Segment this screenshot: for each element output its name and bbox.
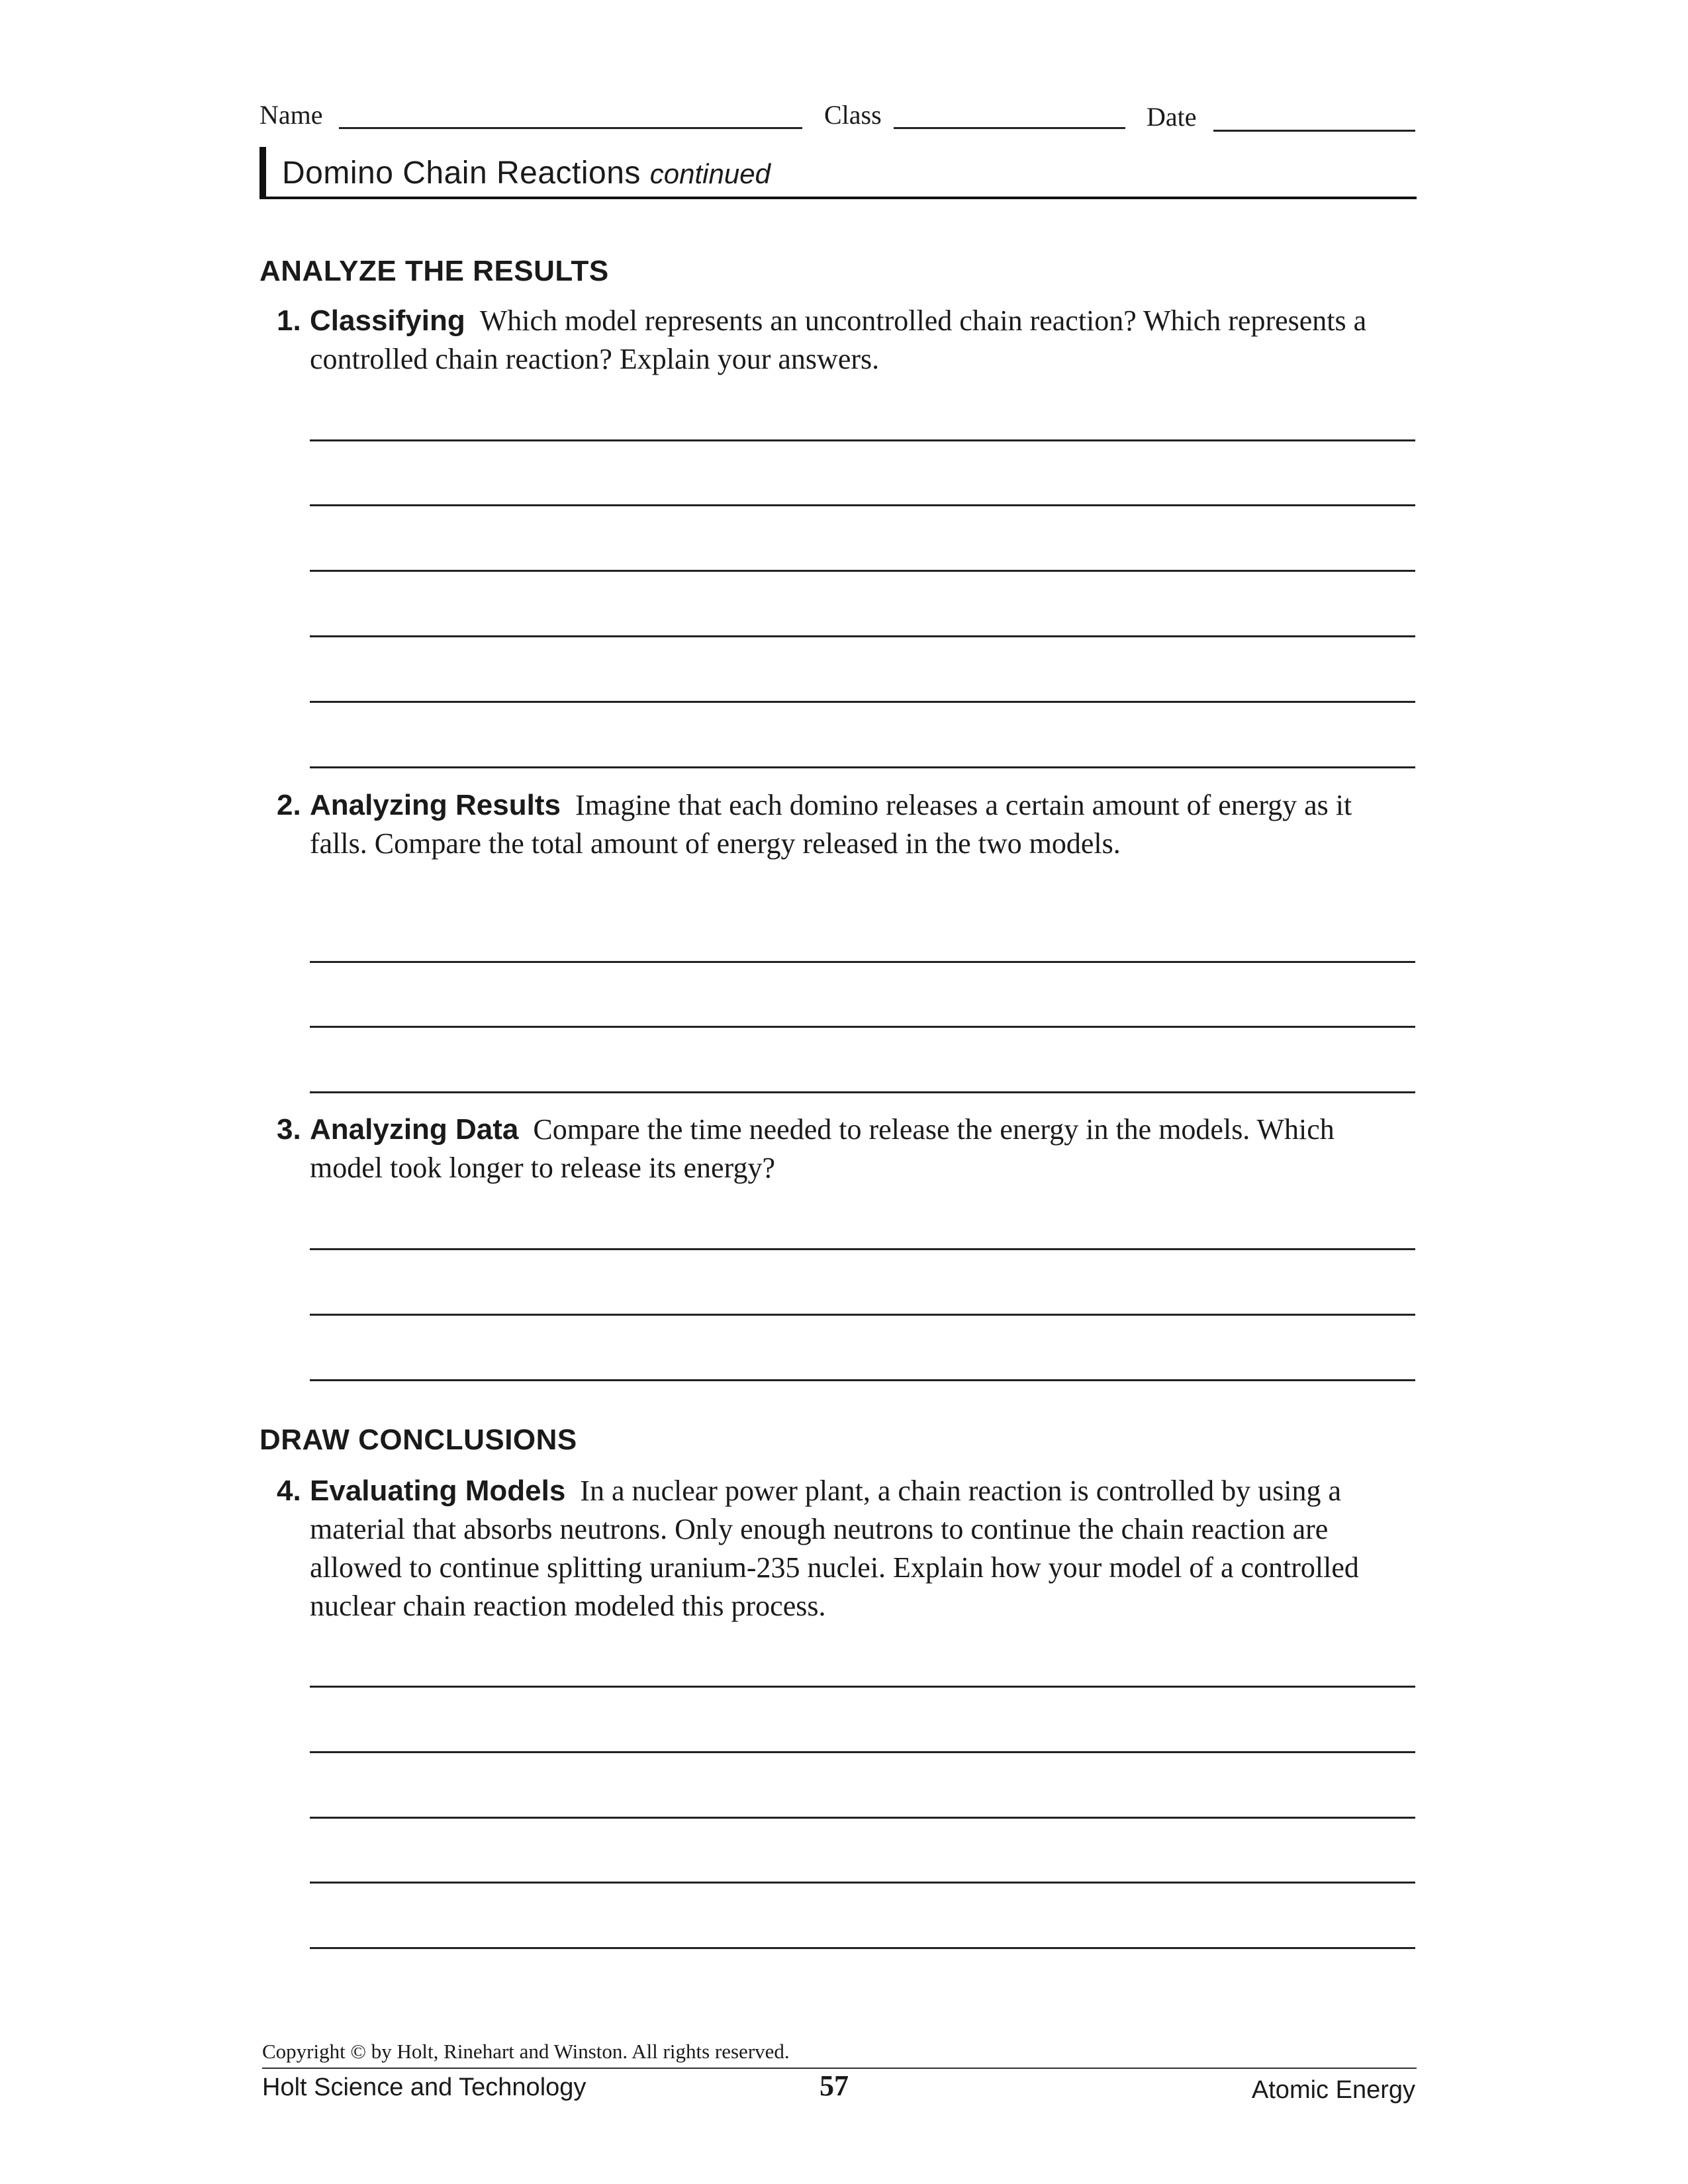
- question-3: [310, 1111, 1395, 1187]
- question-4: [310, 1472, 1409, 1625]
- answer-line[interactable]: [310, 1882, 1415, 1884]
- answer-line[interactable]: [310, 1091, 1415, 1093]
- question-text: In a nuclear power plant, a chain reaction is controlled by using a material that absorbs neutrons. Only enough neutrons to continue the chain reaction are allowed to continue splitting uranium-235 nuclei. Explain how your model of a controlled nuclear chain reaction modeled this process.: [310, 1475, 1359, 1622]
- question-text: Imagine that each domino releases a certain amount of energy as it falls. Compare the total amount of energy released in the two models.: [310, 789, 1352, 860]
- answer-line[interactable]: [310, 1314, 1415, 1316]
- page-number: 57: [820, 2070, 849, 2102]
- chapter-name: Atomic Energy: [1251, 2076, 1415, 2104]
- answer-line[interactable]: [310, 766, 1415, 768]
- copyright: Copyright © by Holt, Rinehart and Winston. All rights reserved.: [262, 2040, 790, 2063]
- answer-line[interactable]: [310, 635, 1415, 637]
- question-number: 1.: [277, 304, 301, 337]
- question-skill: Classifying: [310, 304, 465, 337]
- answer-line[interactable]: [310, 1751, 1415, 1753]
- section-heading-analyze: ANALYZE THE RESULTS: [259, 255, 609, 287]
- question-text: Compare the time needed to release the energy in the models. Which model took longer to release its energy?: [310, 1113, 1335, 1184]
- page-title-continued: continued: [649, 158, 771, 189]
- question-skill: Evaluating Models: [310, 1475, 566, 1507]
- answer-line[interactable]: [310, 439, 1415, 441]
- question-text: Which model represents an uncontrolled chain reaction? Which represents a controlled chain reaction? Explain your answers.: [310, 304, 1367, 375]
- question-number: 3.: [277, 1113, 301, 1146]
- answer-line[interactable]: [310, 961, 1415, 963]
- class-field[interactable]: [894, 127, 1125, 129]
- question-skill: Analyzing Results: [310, 789, 561, 821]
- answer-line[interactable]: [310, 701, 1415, 703]
- answer-line[interactable]: [310, 504, 1415, 506]
- date-field[interactable]: [1213, 130, 1415, 132]
- page-title: [282, 155, 771, 193]
- date-label: Date: [1147, 102, 1197, 132]
- name-label: Name: [259, 100, 323, 130]
- answer-line[interactable]: [310, 570, 1415, 572]
- section-heading-conclusions: DRAW CONCLUSIONS: [259, 1424, 577, 1456]
- publication-name: Holt Science and Technology: [262, 2073, 586, 2101]
- class-label: Class: [824, 100, 882, 130]
- question-1: [310, 302, 1395, 379]
- question-number: 4.: [277, 1475, 301, 1507]
- answer-line[interactable]: [310, 1026, 1415, 1028]
- question-number: 2.: [277, 789, 301, 821]
- page-title-main: Domino Chain Reactions: [282, 156, 641, 191]
- name-field[interactable]: [339, 127, 802, 129]
- footer-rule: [262, 2068, 1417, 2069]
- title-bar-mark: [259, 147, 266, 197]
- answer-line[interactable]: [310, 1248, 1415, 1250]
- title-rule: [259, 197, 1417, 199]
- answer-line[interactable]: [310, 1379, 1415, 1381]
- question-skill: Analyzing Data: [310, 1113, 519, 1146]
- answer-line[interactable]: [310, 1817, 1415, 1819]
- answer-line[interactable]: [310, 1686, 1415, 1688]
- answer-line[interactable]: [310, 1947, 1415, 1949]
- question-2: [310, 786, 1395, 863]
